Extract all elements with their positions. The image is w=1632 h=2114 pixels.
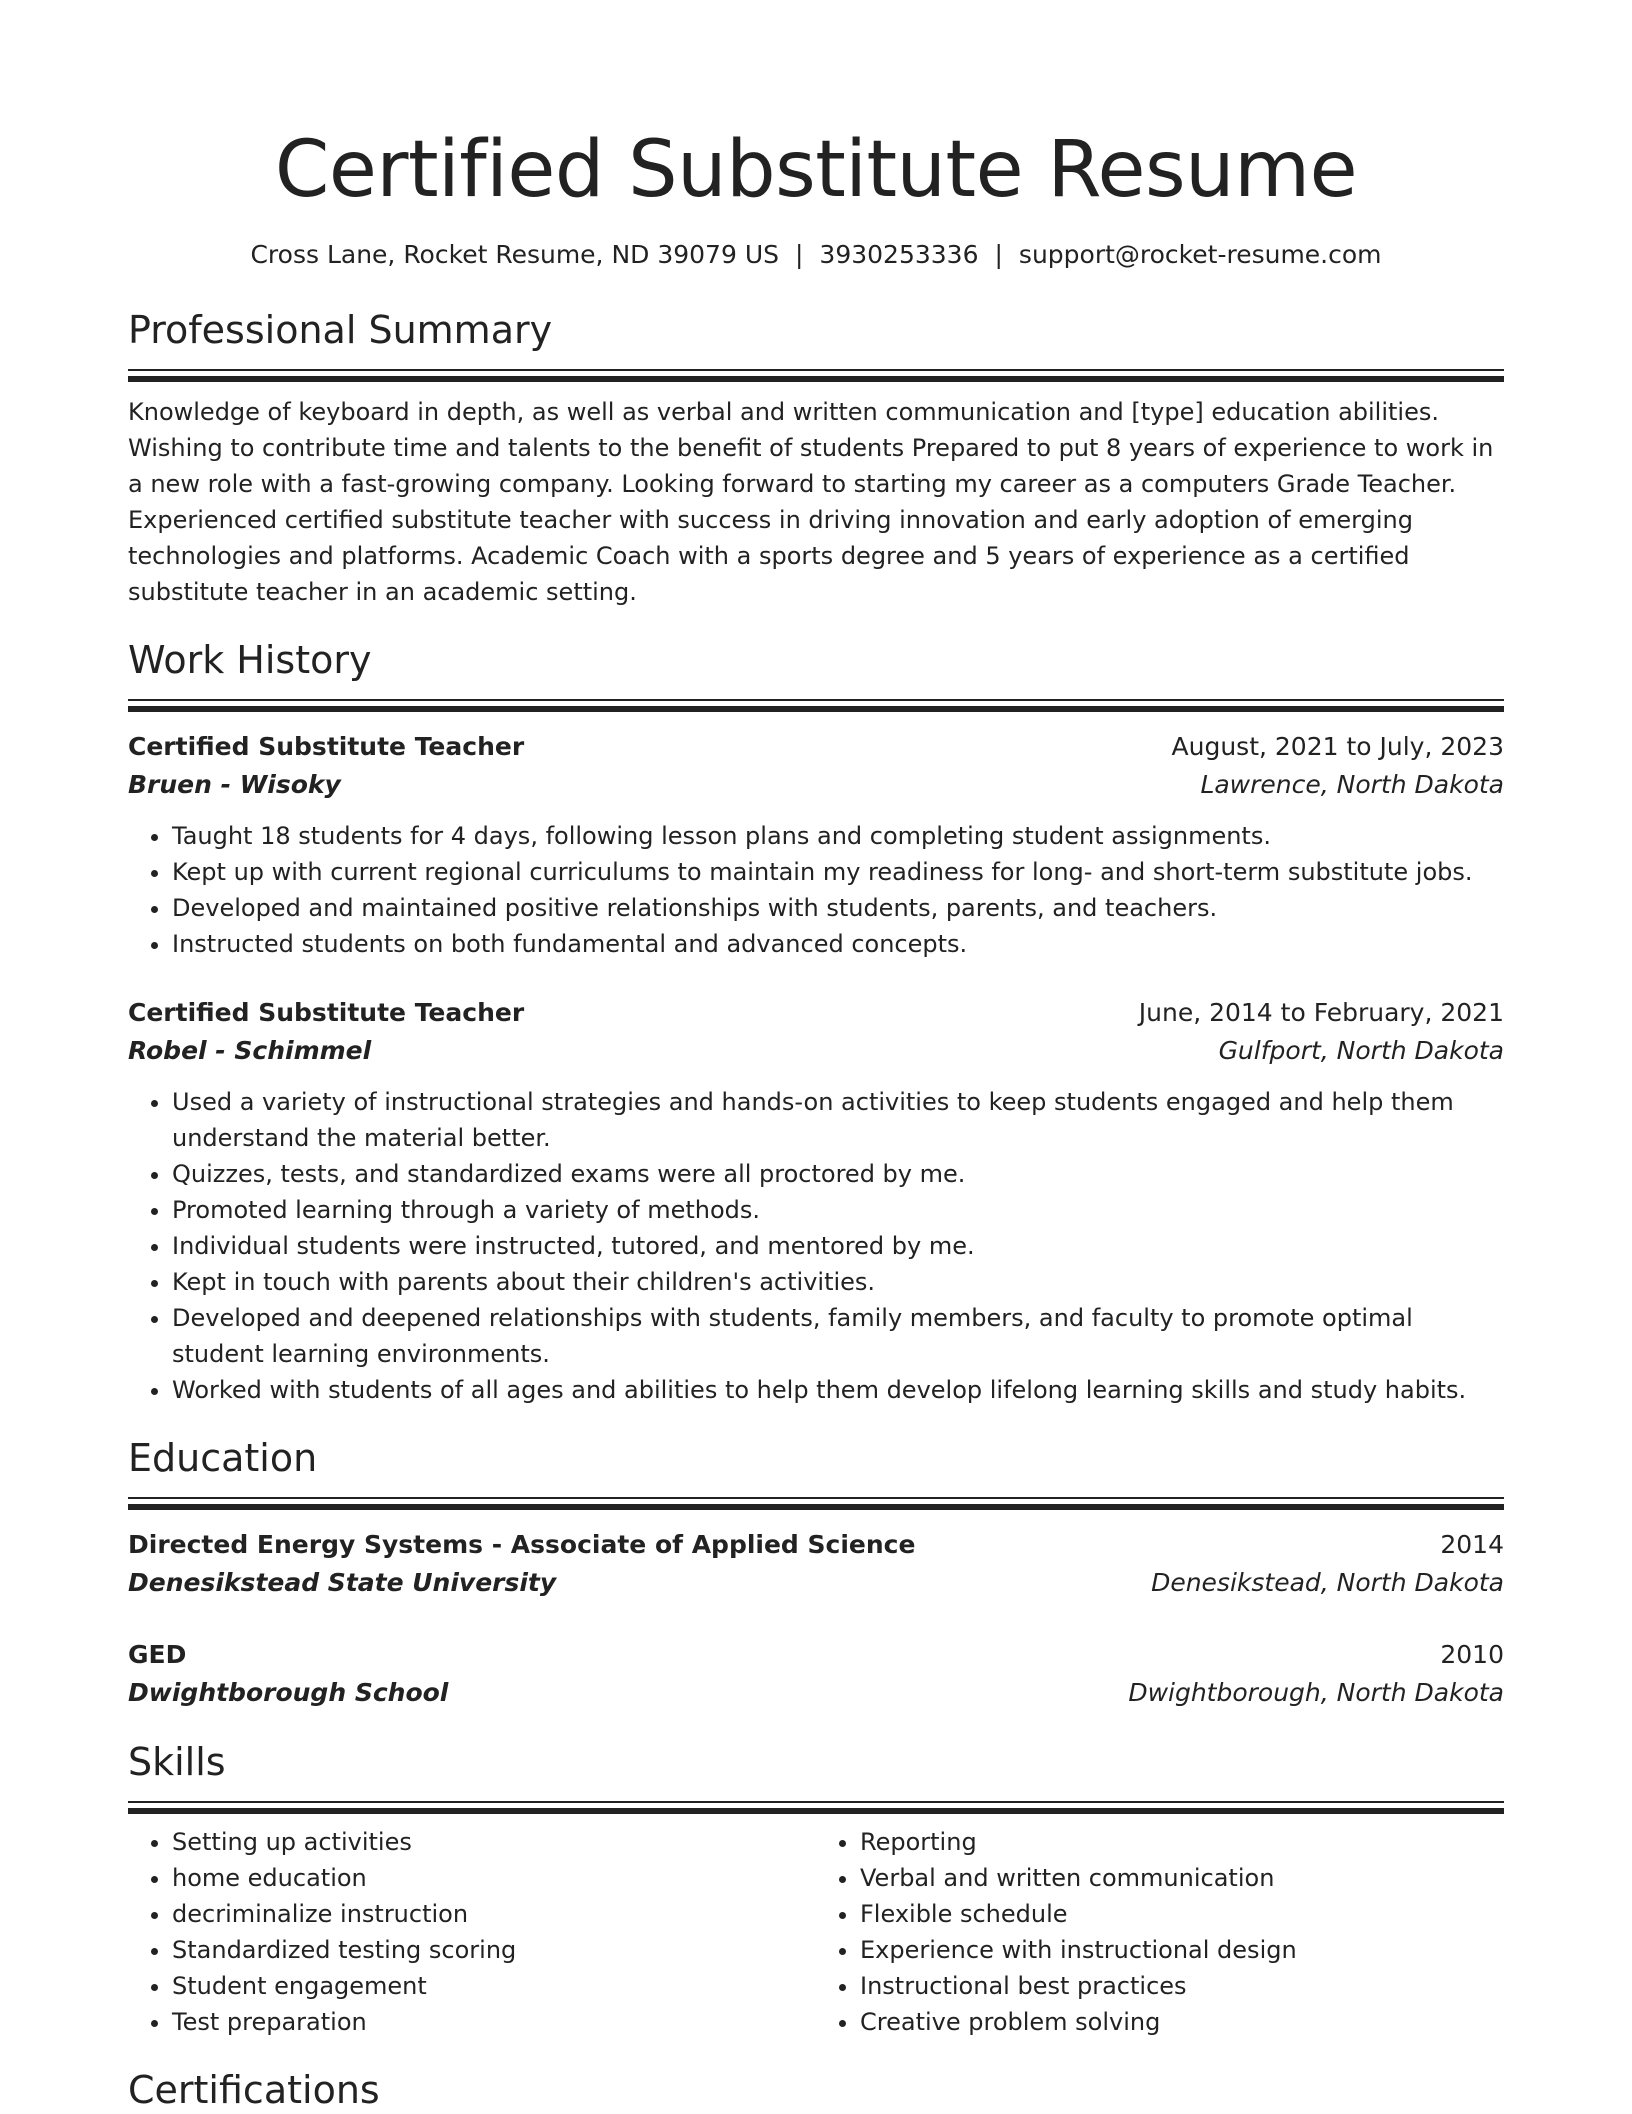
education-entry <box>128 1636 1504 1712</box>
job-bullets <box>128 1084 1504 1408</box>
job-company: Bruen - Wisoky <box>128 770 341 799</box>
education-school: Dwightborough School <box>128 1678 449 1707</box>
job-bullet: • Developed and deepened relationships with students, family members, and faculty to promote optimal student learning environments. <box>172 1300 1504 1372</box>
job-bullet: • Developed and maintained positive relationships with students, parents, and teachers. <box>172 890 1504 926</box>
job-entry <box>128 994 1504 1408</box>
job-bullet: • Instructed students on both fundamental and advanced concepts. <box>172 926 1504 962</box>
summary-text: Knowledge of keyboard in depth, as well as verbal and written communication and [type] education abilities. Wishing to contribute time and talents to the benefit of students Prepared to put 8 years of experience to work in a new role with a fast-growing company. Looking forward to starting my career as a computers Grade Teacher. Experienced certified substitute teacher with success in driving innovation and early adoption of emerging technologies and platforms. Academic Coach with a sports degree and 5 years of experience as a certified substitute teacher in an academic setting. <box>128 398 1494 606</box>
job-bullet: • Worked with students of all ages and abilities to help them develop lifelong learning skills and study habits. <box>172 1372 1504 1408</box>
education-year: 2010 <box>1440 1640 1504 1669</box>
skill-item: • Reporting <box>860 1824 1504 1860</box>
job-dates: August, 2021 to July, 2023 <box>1171 732 1504 761</box>
skills-column-right <box>816 1824 1504 2040</box>
skills-section <box>128 1738 1504 2040</box>
education-location: Denesikstead, North Dakota <box>1151 1568 1504 1597</box>
skill-item: • Verbal and written communication <box>860 1860 1504 1896</box>
skill-item: • Student engagement <box>172 1968 816 2004</box>
skills-list <box>128 1824 816 2040</box>
job-title: Certified Substitute Teacher <box>128 998 525 1027</box>
job-bullets <box>128 818 1504 962</box>
work-history-section <box>128 636 1504 1408</box>
job-location: Gulfport, North Dakota <box>1218 1036 1504 1065</box>
contact-phone: 3930253336 <box>819 240 979 269</box>
contact-separator: | <box>994 240 1003 269</box>
job-bullet: • Individual students were instructed, tutored, and mentored by me. <box>172 1228 1504 1264</box>
section-title-work-history: Work History <box>128 638 372 682</box>
education-section <box>128 1434 1504 1712</box>
contact-email: support@rocket-resume.com <box>1018 240 1382 269</box>
skill-item: • Instructional best practices <box>860 1968 1504 2004</box>
contact-separator: | <box>794 240 804 269</box>
section-divider <box>128 1497 1504 1510</box>
skill-item: • Test preparation <box>172 2004 816 2040</box>
skill-item: • Experience with instructional design <box>860 1932 1504 1968</box>
skills-column-left <box>128 1824 816 2040</box>
job-company: Robel - Schimmel <box>128 1036 372 1065</box>
skill-item: • Flexible schedule <box>860 1896 1504 1932</box>
skill-item: • Creative problem solving <box>860 2004 1504 2040</box>
education-location: Dwightborough, North Dakota <box>1128 1678 1504 1707</box>
education-year: 2014 <box>1440 1530 1504 1559</box>
summary-section <box>128 306 1504 610</box>
job-bullet: • Taught 18 students for 4 days, following lesson plans and completing student assignments. <box>172 818 1504 854</box>
skills-list <box>816 1824 1504 2040</box>
skills-grid <box>128 1824 1504 2040</box>
job-bullet: • Kept up with current regional curriculums to maintain my readiness for long- and short-term substitute jobs. <box>172 854 1504 890</box>
contact-address: Cross Lane, Rocket Resume, ND 39079 US <box>250 240 779 269</box>
education-degree: GED <box>128 1640 187 1669</box>
section-title-education: Education <box>128 1436 318 1480</box>
job-entry <box>128 728 1504 962</box>
job-dates: June, 2014 to February, 2021 <box>1138 998 1504 1027</box>
job-title: Certified Substitute Teacher <box>128 732 525 761</box>
section-title-skills: Skills <box>128 1740 226 1784</box>
education-degree: Directed Energy Systems - Associate of Applied Science <box>128 1530 916 1559</box>
resume-page <box>128 0 1504 2114</box>
education-school: Denesikstead State University <box>128 1568 557 1597</box>
section-divider <box>128 369 1504 382</box>
contact-line <box>128 238 1504 272</box>
education-entry <box>128 1526 1504 1602</box>
certifications-section <box>128 2066 1504 2114</box>
section-divider <box>128 699 1504 712</box>
section-divider <box>128 1801 1504 1814</box>
skill-item: • home education <box>172 1860 816 1896</box>
job-bullet: • Kept in touch with parents about their children's activities. <box>172 1264 1504 1300</box>
skill-item: • Setting up activities <box>172 1824 816 1860</box>
skill-item: • decriminalize instruction <box>172 1896 816 1932</box>
job-bullet: • Quizzes, tests, and standardized exams were all proctored by me. <box>172 1156 1504 1192</box>
skill-item: • Standardized testing scoring <box>172 1932 816 1968</box>
job-location: Lawrence, North Dakota <box>1200 770 1504 799</box>
job-bullet: • Used a variety of instructional strategies and hands-on activities to keep students engaged and help them understand the material better. <box>172 1084 1504 1156</box>
section-title-summary: Professional Summary <box>128 308 553 352</box>
section-title-certifications: Certifications <box>128 2068 380 2112</box>
resume-title: Certified Substitute Resume <box>274 125 1358 215</box>
job-bullet: • Promoted learning through a variety of methods. <box>172 1192 1504 1228</box>
